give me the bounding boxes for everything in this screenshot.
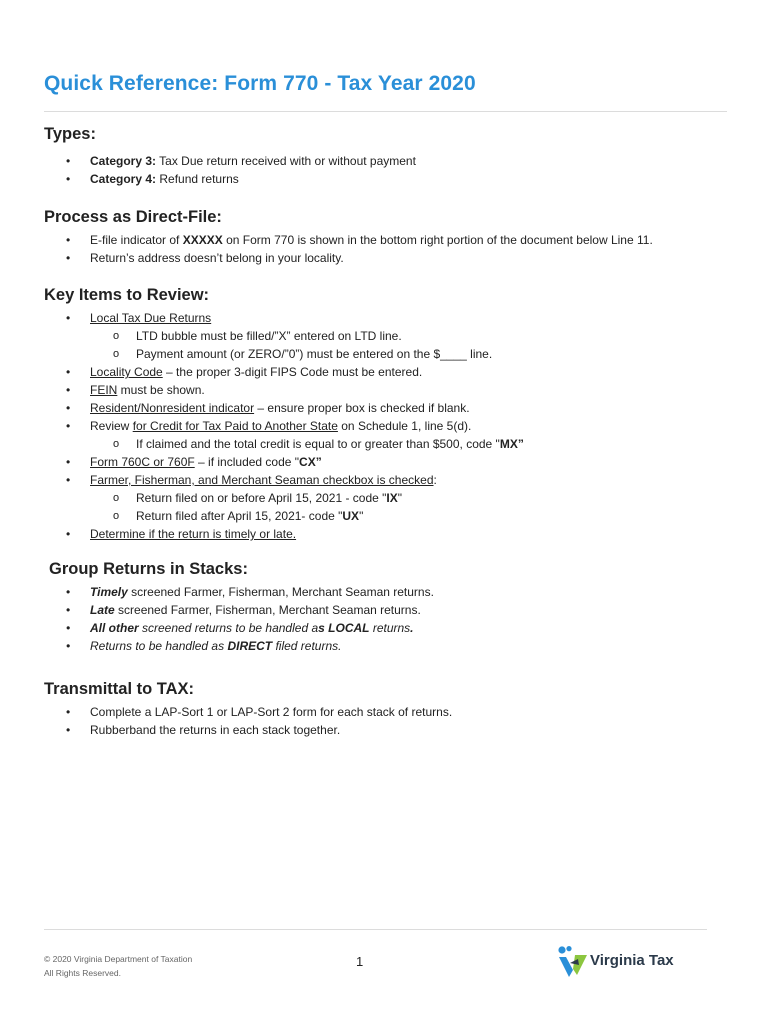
resident-label: Resident/Nonresident indicator xyxy=(90,401,255,415)
group-list xyxy=(44,583,739,655)
form-760-text: – if included code " xyxy=(194,455,300,469)
list-item xyxy=(44,601,739,619)
virginia-tax-logo-icon xyxy=(557,945,593,979)
farmer-sub2-code: UX xyxy=(342,509,360,523)
list-item xyxy=(44,525,734,543)
list-item: o LTD bubble must be filled/”X” entered on LTD line. xyxy=(44,327,734,345)
types-list xyxy=(44,152,734,188)
farmer-sub1-quote: " xyxy=(397,491,403,505)
title-divider xyxy=(44,111,727,112)
ltd-sublist xyxy=(90,327,734,363)
all-other-text: screened returns to be handled a xyxy=(138,621,319,635)
list-item xyxy=(44,471,734,525)
types-section xyxy=(44,125,734,188)
list-item xyxy=(44,435,734,453)
efile-text-pre: E-file indicator of xyxy=(90,233,183,247)
locality-code-text: – the proper 3-digit FIPS Code must be entered. xyxy=(162,365,423,379)
credit-sub-code: MX” xyxy=(499,437,524,451)
timely-label: Determine if the return is timely or late. xyxy=(90,527,297,541)
copyright xyxy=(44,952,192,980)
transmittal-list xyxy=(44,703,734,739)
list-item xyxy=(44,152,734,170)
virginia-tax-logo xyxy=(557,945,687,979)
late-text: screened Farmer, Fisherman, Merchant Seaman returns. xyxy=(114,603,421,617)
group-section xyxy=(49,560,739,655)
farmer-checkbox-label: Farmer, Fisherman, and Merchant Seaman checkbox is checked xyxy=(90,473,434,487)
list-item xyxy=(44,399,734,417)
review-text-pre: Review xyxy=(90,419,133,433)
footer-divider xyxy=(44,929,707,930)
list-item: • Rubberband the returns in each stack together. xyxy=(44,721,734,739)
timely-text: screened Farmer, Fisherman, Merchant Seaman returns. xyxy=(127,585,434,599)
list-item: o Payment amount (or ZERO/”0”) must be entered on the $____ line. xyxy=(44,345,734,363)
farmer-sub1-text: Return filed on or before April 15, 2021 - code " xyxy=(136,491,387,505)
locality-code-label: Locality Code xyxy=(90,365,163,379)
category-4-label: Category 4: xyxy=(90,172,157,186)
copyright-line-1: © 2020 Virginia Department of Taxation xyxy=(44,954,193,964)
farmer-sub1-code: IX xyxy=(386,491,398,505)
list-item xyxy=(44,583,739,601)
late-emphasis: Late xyxy=(90,603,115,617)
all-other-emphasis: All other xyxy=(90,621,139,635)
direct-file-heading: Process as Direct-File: xyxy=(44,208,222,226)
list-item: • Complete a LAP-Sort 1 or LAP-Sort 2 form for each stack of returns. xyxy=(44,703,734,721)
fein-label: FEIN xyxy=(90,383,118,397)
list-item xyxy=(44,507,734,525)
farmer-sublist xyxy=(90,489,734,525)
period: . xyxy=(410,621,414,635)
farmer-sub2-quote: " xyxy=(359,509,364,523)
list-item xyxy=(44,453,734,471)
key-items-heading: Key Items to Review: xyxy=(44,286,210,304)
copyright-line-2: All Rights Reserved. xyxy=(44,968,122,978)
list-item xyxy=(44,170,734,188)
types-heading: Types: xyxy=(44,125,96,143)
key-items-list xyxy=(44,309,734,543)
page-title: Quick Reference: Form 770 - Tax Year 2020 xyxy=(44,72,476,95)
direct-file-section xyxy=(44,208,734,267)
direct-text-pre: Returns to be handled as xyxy=(90,639,228,653)
key-items-section xyxy=(44,286,734,543)
returns-text: returns xyxy=(369,621,411,635)
transmittal-heading: Transmittal to TAX: xyxy=(44,680,195,698)
credit-sublist xyxy=(90,435,734,453)
page-number: 1 xyxy=(356,954,364,969)
list-item xyxy=(44,363,734,381)
form-760-label: Form 760C or 760F xyxy=(90,455,195,469)
form-760-code: CX” xyxy=(299,455,322,469)
address-text: Return’s address doesn’t belong in your locality. xyxy=(90,251,344,265)
group-heading: Group Returns in Stacks: xyxy=(49,560,248,578)
list-item xyxy=(44,381,734,399)
list-item xyxy=(44,309,734,363)
efile-code: XXXXX xyxy=(182,233,223,247)
review-text-post: on Schedule 1, line 5(d). xyxy=(337,419,472,433)
direct-file-list xyxy=(44,231,734,267)
direct-emphasis: DIRECT xyxy=(227,639,273,653)
list-item xyxy=(44,231,734,249)
category-4-text: Refund returns xyxy=(156,172,239,186)
category-3-label: Category 3: xyxy=(90,154,157,168)
list-item xyxy=(44,619,739,637)
list-item xyxy=(44,249,734,267)
local-emphasis: s LOCAL xyxy=(318,621,370,635)
farmer-colon: : xyxy=(433,473,437,487)
list-item xyxy=(44,489,734,507)
timely-emphasis: Timely xyxy=(90,585,128,599)
fein-text: must be shown. xyxy=(117,383,205,397)
logo-text: Virginia Tax xyxy=(590,952,674,969)
transmittal-section xyxy=(44,680,734,739)
list-item xyxy=(44,417,734,453)
category-3-text: Tax Due return received with or without payment xyxy=(156,154,416,168)
credit-sub-text: If claimed and the total credit is equal to or greater than $500, code " xyxy=(136,437,500,451)
credit-tax-link: for Credit for Tax Paid to Another State xyxy=(132,419,338,433)
efile-text-post: on Form 770 is shown in the bottom right portion of the document below Line 11. xyxy=(222,233,653,247)
direct-text-post: filed returns. xyxy=(272,639,342,653)
farmer-sub2-text: Return filed after April 15, 2021- code " xyxy=(136,509,343,523)
list-item xyxy=(44,637,739,655)
local-tax-due-link: Local Tax Due Returns xyxy=(90,311,212,325)
resident-text: – ensure proper box is checked if blank. xyxy=(254,401,470,415)
